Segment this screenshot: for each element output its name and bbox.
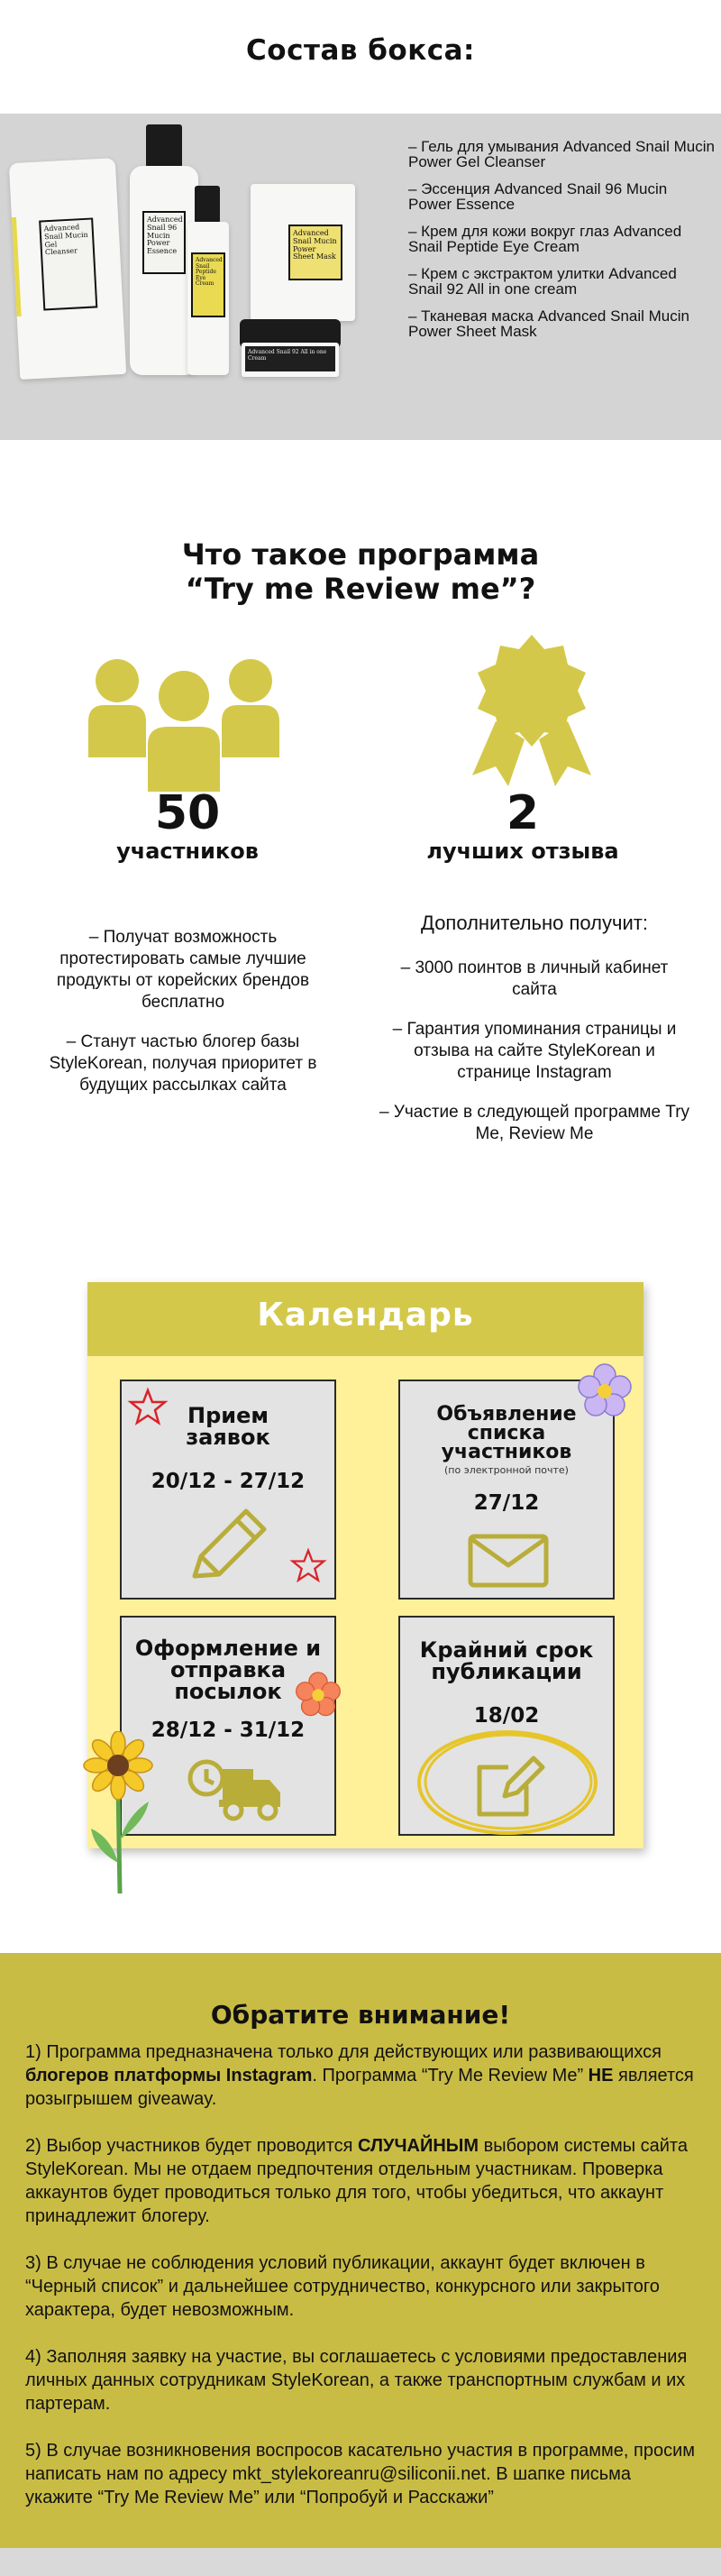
calendar-title: Календарь bbox=[257, 1297, 474, 1334]
flower-icon bbox=[295, 1672, 342, 1719]
program-title-line1: Что такое программа bbox=[181, 537, 540, 572]
notice-item: 4) Заполняя заявку на участие, вы соглашаетесь с условиями предоставления личных данных сотрудникам StyleKorean, а также транспортным службам и их партерам. bbox=[25, 2347, 688, 2414]
calendar-card-shipping bbox=[120, 1616, 336, 1836]
flower-icon bbox=[577, 1363, 633, 1419]
card-title: Прием заявок bbox=[186, 1403, 270, 1450]
box-contents-title: Состав бокса: bbox=[246, 34, 475, 67]
benefit-item: – Станут частью блогер базы StyleKorean, получая приоритет в будущих рассылках сайта bbox=[49, 1032, 317, 1095]
card-title: Крайний срок публикации bbox=[419, 1637, 594, 1684]
list-item: – Крем с экстрактом улитки Advanced Snail 92 All in one cream bbox=[408, 265, 677, 298]
calendar-card-publication-deadline bbox=[398, 1616, 615, 1836]
sheet-mask-pack bbox=[251, 184, 355, 321]
best-reviews-benefits bbox=[377, 912, 692, 1163]
award-badge-icon bbox=[460, 631, 604, 793]
delivery-truck-icon bbox=[187, 1753, 286, 1823]
list-item: – Гель для умывания Advanced Snail Mucin Power Gel Cleanser bbox=[408, 138, 715, 170]
product-photo bbox=[9, 150, 388, 420]
benefit-item: – Получат возможность протестировать самые лучшие продукты от корейских брендов бесплатно bbox=[56, 928, 310, 1012]
box-contents-list bbox=[408, 139, 715, 351]
notice-item: 1) Программа предназначена только для действующих или развивающихся блогеров платформы Instagram. Программа “Try Me Review Me” НЕ является розыгрышем giveaway. bbox=[25, 2042, 694, 2109]
best-reviews-number: 2 bbox=[506, 786, 540, 840]
people-group-icon bbox=[85, 649, 283, 793]
benefit-item: – Гарантия упоминания страницы и отзыва на сайте StyleKorean и странице Instagram bbox=[392, 1020, 677, 1082]
eye-cream-cap bbox=[195, 186, 220, 224]
notice-item: 2) Выбор участников будет проводится СЛУЧАЙНЫМ выбором системы сайта StyleKorean. Мы не отдаем предпочтения отдельным участникам. Проверка аккаунтов будет проводиться только для того, чтобы убедиться, что аккаунт принадлежит блогеру. bbox=[25, 2136, 688, 2226]
list-item: – Тканевая маска Advanced Snail Mucin Power Sheet Mask bbox=[408, 307, 689, 340]
participants-benefits bbox=[34, 927, 332, 1114]
best-reviews-stat bbox=[388, 788, 658, 864]
card-date: 28/12 - 31/12 bbox=[151, 1719, 306, 1742]
card-date: 18/02 bbox=[473, 1704, 540, 1728]
list-item: – Эссенция Advanced Snail 96 Mucin Power Essence bbox=[408, 180, 668, 213]
benefit-item: – Участие в следующей программе Try Me, Review Me bbox=[379, 1103, 690, 1143]
benefits-heading: Дополнительно получит: bbox=[421, 912, 648, 934]
sunflower-icon bbox=[82, 1731, 154, 1893]
participants-stat bbox=[79, 788, 296, 864]
product-label-cream: Advanced Snail 92 All in one Cream bbox=[245, 346, 335, 371]
card-subtitle: (по электронной почте) bbox=[444, 1464, 569, 1476]
gel-cleanser-tube bbox=[9, 158, 126, 380]
best-reviews-label: лучших отзыва bbox=[426, 839, 619, 864]
product-label-cleanser: Advanced Snail Mucin Gel Cleanser bbox=[39, 217, 97, 310]
notice-item: 5) В случае возникновения воспросов касательно участия в программе, просим написать нам по адресу mkt_stylekoreanru@siliconii.net. В шапке письма укажите “Try Me Review Me” или “Попробуй и Расскажи” bbox=[25, 2441, 695, 2507]
doodle-star-icon bbox=[127, 1387, 169, 1428]
notice-title: Обратите внимание! bbox=[210, 2000, 511, 2030]
product-band bbox=[0, 114, 721, 440]
list-item: – Крем для кожи вокруг глаз Advanced Snail Peptide Eye Cream bbox=[408, 223, 682, 255]
notice-section bbox=[0, 1953, 721, 2576]
bottom-strip bbox=[0, 2548, 721, 2576]
card-title: Оформление и отправка посылок bbox=[134, 1636, 322, 1704]
participants-number: 50 bbox=[154, 786, 221, 840]
notice-list bbox=[25, 2040, 699, 2533]
product-label-essence: Advanced Snail 96 Mucin Power Essence bbox=[142, 211, 186, 274]
envelope-icon bbox=[467, 1533, 550, 1589]
cream-jar bbox=[242, 343, 339, 377]
program-title bbox=[0, 537, 721, 606]
product-label-sheet-mask: Advanced Snail Mucin Power Sheet Mask bbox=[288, 225, 342, 280]
participants-label: участников bbox=[116, 839, 259, 864]
edit-note-icon bbox=[472, 1746, 548, 1821]
essence-pump bbox=[146, 124, 182, 168]
pencil-icon bbox=[181, 1504, 271, 1585]
calendar-card-applications bbox=[120, 1380, 336, 1600]
card-title: Объявление списка участников bbox=[436, 1403, 577, 1463]
calendar-card-participants-list bbox=[398, 1380, 615, 1600]
notice-item: 3) В случае не соблюдения условий публикации, аккаунт будет включен в “Черный список” и дальнейшее сотрудничество, конкурсного или закрытого характера, будет невозможным. bbox=[25, 2253, 660, 2320]
program-title-line2: “Try me Review me”? bbox=[185, 572, 536, 606]
card-date: 20/12 - 27/12 bbox=[151, 1470, 306, 1493]
benefit-item: – 3000 поинтов в личный кабинет сайта bbox=[400, 958, 669, 999]
card-date: 27/12 bbox=[473, 1491, 540, 1515]
doodle-star-icon bbox=[289, 1547, 327, 1585]
calendar-panel bbox=[87, 1282, 643, 1848]
product-label-eye-cream: Advanced Snail Peptide Eye Cream bbox=[191, 252, 225, 317]
eye-cream-bottle bbox=[187, 222, 229, 375]
